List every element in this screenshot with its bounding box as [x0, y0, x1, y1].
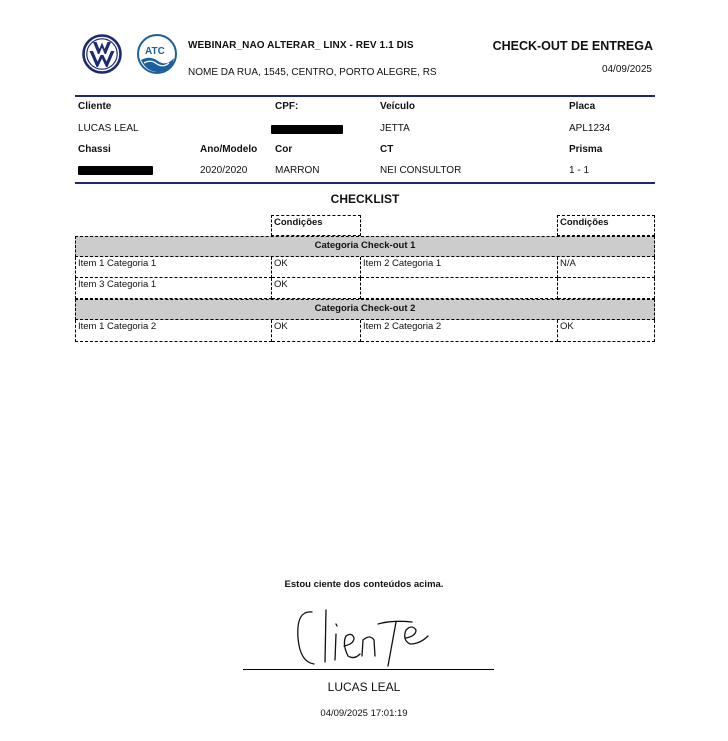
label-cpf: CPF: [275, 101, 299, 112]
label-cor: Cor [275, 144, 293, 155]
category-header: Categoria Check-out 1 [75, 236, 655, 257]
company-name: WEBINAR_NAO ALTERAR_ LINX - REV 1.1 DIS [188, 40, 414, 51]
signature-datetime: 04/09/2025 17:01:19 [320, 708, 408, 719]
declaration-text: Estou ciente dos conteúdos acima. [284, 579, 444, 590]
checklist-condition: OK [272, 320, 361, 342]
company-address: NOME DA RUA, 1545, CENTRO, PORTO ALEGRE, RS [188, 67, 437, 78]
checklist-condition: N/A [558, 257, 655, 278]
checklist-item: Item 1 Categoria 1 [75, 257, 272, 278]
checklist-condition: OK [272, 278, 361, 299]
checklist-title: CHECKLIST [330, 192, 400, 206]
checklist-condition [558, 278, 655, 299]
label-ct: CT [380, 144, 394, 155]
info-divider [75, 182, 655, 184]
label-cliente: Cliente [78, 101, 112, 112]
checklist-item: Item 1 Categoria 2 [75, 320, 272, 342]
redacted-chassi [78, 166, 153, 175]
checklist-item: Item 2 Categoria 2 [361, 320, 558, 342]
label-placa: Placa [569, 101, 596, 112]
handwritten-signature [292, 600, 442, 672]
volkswagen-logo [82, 34, 122, 74]
svg-text:ATC: ATC [145, 46, 165, 57]
value-prisma: 1 - 1 [569, 165, 590, 176]
label-prisma: Prisma [569, 144, 603, 155]
condition-header-right: Condições [557, 215, 655, 236]
checklist-condition: OK [272, 257, 361, 278]
checklist-item: Item 3 Categoria 1 [75, 278, 272, 299]
label-ano-modelo: Ano/Modelo [200, 144, 258, 155]
label-chassi: Chassi [78, 144, 111, 155]
document-date: 04/09/2025 [601, 64, 652, 75]
checklist-item [361, 278, 558, 299]
value-ct: NEI CONSULTOR [380, 165, 462, 176]
value-cliente: LUCAS LEAL [78, 123, 139, 134]
condition-header-left: Condições [271, 215, 361, 236]
label-veiculo: Veículo [380, 101, 416, 112]
category-header: Categoria Check-out 2 [75, 299, 655, 320]
header-divider [75, 95, 655, 97]
value-cor: MARRON [275, 165, 320, 176]
signature-line [243, 669, 494, 670]
value-veiculo: JETTA [380, 123, 410, 134]
atc-logo [136, 33, 178, 75]
checklist-item: Item 2 Categoria 1 [361, 257, 558, 278]
value-placa: APL1234 [569, 123, 611, 134]
value-ano-modelo: 2020/2020 [200, 165, 248, 176]
redacted-cpf [271, 125, 343, 134]
signer-name: LUCAS LEAL [327, 680, 401, 694]
document-title: CHECK-OUT DE ENTREGA [492, 39, 653, 53]
checklist-condition: OK [558, 320, 655, 342]
